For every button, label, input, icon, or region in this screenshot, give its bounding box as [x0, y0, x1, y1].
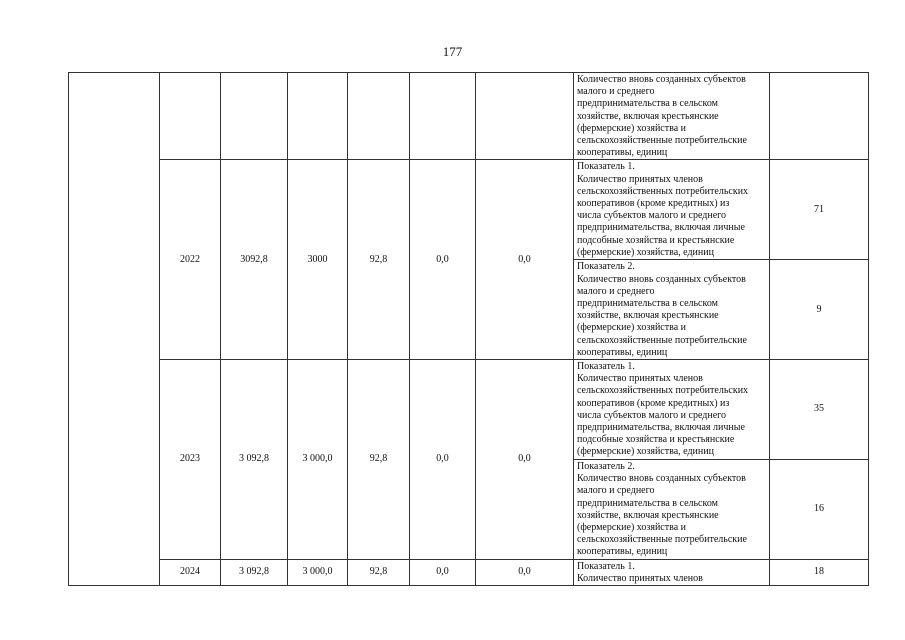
value-cell: [348, 73, 410, 160]
page-number: 177: [442, 44, 463, 59]
value-cell: 3000: [288, 160, 348, 360]
value-cell: 92,8: [348, 360, 410, 560]
table-row: [69, 559, 869, 585]
indicator-text: Показатель 2. Количество вновь созданных субъектов малого и среднего предпринимательства в сельском хозяйстве, включая крестьянские (фермерские) хозяйства и сельскохозяйственные потребительские кооперативы, единиц: [577, 261, 747, 358]
value-cell: [288, 73, 348, 160]
indicator-value-cell: 9: [770, 260, 869, 360]
program-table: [68, 72, 869, 586]
table-row: [69, 160, 869, 260]
indicator-value-cell: 16: [770, 460, 869, 560]
indicator-text: Показатель 1. Количество принятых членов: [577, 560, 703, 584]
indicator-cell: [574, 73, 770, 160]
indicator-cell: [574, 360, 770, 460]
indicator-text: Показатель 1. Количество принятых членов сельскохозяйственных потребительских кооперативов (кроме кредитных) из числа субъектов малого и среднего предпринимательства, включая личные подсобные хозяйства и крестьянские (фермерские) хозяйства, единиц: [577, 161, 749, 258]
year-cell: 2023: [160, 360, 221, 560]
value-cell: 0,0: [476, 559, 574, 585]
indicator-text: Количество вновь созданных субъектов малого и среднего предпринимательства в сельском хозяйстве, включая крестьянские (фермерские) хозяйства и сельскохозяйственные потребительские кооперативы, единиц: [577, 74, 747, 159]
year-cell: [160, 73, 221, 160]
indicator-value-cell: 35: [770, 360, 869, 460]
value-cell: [410, 73, 476, 160]
category-cell: [69, 73, 160, 586]
value-cell: 3 092,8: [221, 559, 288, 585]
value-cell: 0,0: [476, 160, 574, 360]
indicator-text: Показатель 2. Количество вновь созданных субъектов малого и среднего предпринимательства в сельском хозяйстве, включая крестьянские (фермерские) хозяйства и сельскохозяйственные потребительские кооперативы, единиц: [577, 461, 747, 558]
indicator-text: Показатель 1. Количество принятых членов сельскохозяйственных потребительских кооперативов (кроме кредитных) из числа субъектов малого и среднего предпринимательства, включая личные подсобные хозяйства и крестьянские (фермерские) хозяйства, единиц: [577, 361, 749, 458]
indicator-value-cell: [770, 73, 869, 160]
indicator-cell: [574, 260, 770, 360]
value-cell: 92,8: [348, 559, 410, 585]
table-row: [69, 360, 869, 460]
value-cell: 0,0: [410, 360, 476, 560]
value-cell: 3 000,0: [288, 559, 348, 585]
value-cell: 92,8: [348, 160, 410, 360]
value-cell: 0,0: [476, 360, 574, 560]
table-row: [69, 73, 869, 160]
indicator-cell: [574, 160, 770, 260]
indicator-cell: [574, 559, 770, 585]
indicator-cell: [574, 460, 770, 560]
value-cell: 3 092,8: [221, 360, 288, 560]
year-cell: 2022: [160, 160, 221, 360]
value-cell: [221, 73, 288, 160]
indicator-value-cell: 71: [770, 160, 869, 260]
value-cell: 0,0: [410, 559, 476, 585]
indicator-value-cell: 18: [770, 559, 869, 585]
value-cell: [476, 73, 574, 160]
value-cell: 3092,8: [221, 160, 288, 360]
value-cell: 3 000,0: [288, 360, 348, 560]
year-cell: 2024: [160, 559, 221, 585]
value-cell: 0,0: [410, 160, 476, 360]
